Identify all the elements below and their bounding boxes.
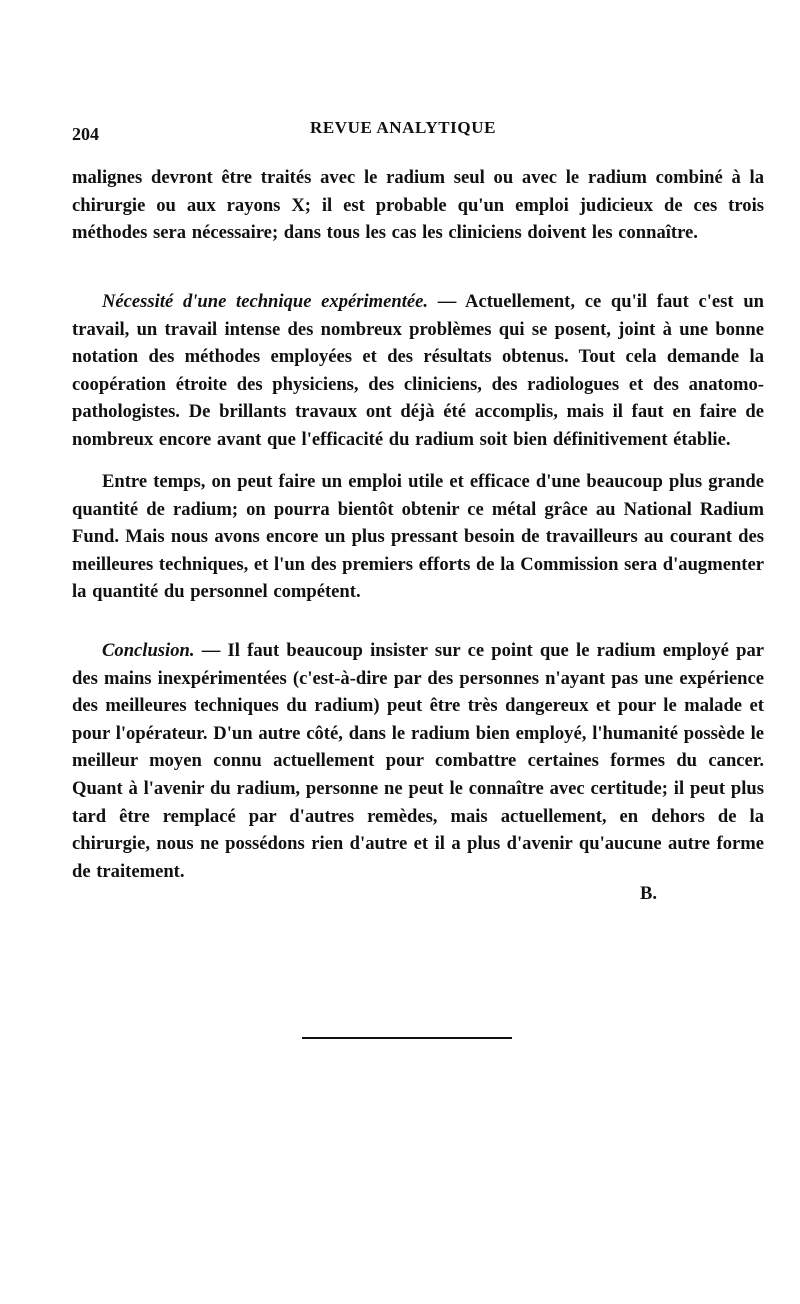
page-header — [72, 118, 734, 148]
author-signature: B. — [640, 883, 658, 904]
end-rule — [302, 1037, 512, 1039]
paragraph-conclusion-text: — Il faut beaucoup insister sur ce point que le radium employé par des mains inexpérimentées (c'est-à-dire par des personnes n'ayant pas une expérience des meilleures techniques du radium) peut être très dangereux et pour le malade et pour l'opérateur. D'un autre côté, dans le radium bien employé, l'humanité possède le meilleur moyen connu actuellement pour combattre certaines formes du cancer. Quant à l'avenir du radium, personne ne peut le connaître avec certitude; il peut plus tard être remplacé par d'autres remèdes, mais actuellement, en dehors de la chirurgie, nous ne possédons rien d'autre et il a plus d'avenir qu'aucune autre forme de traitement. — [72, 640, 764, 882]
page-number: 204 — [72, 124, 99, 144]
section-heading-technique: Nécessité d'une technique expérimentée. — [102, 291, 429, 312]
paragraph-continuation: malignes devront être traités avec le radium seul ou avec le radium combiné à la chirurgie ou aux rayons X; il est probable qu'un emploi judicieux de ces trois méthodes sera nécessaire; dans tous les cas les cliniciens doivent les connaître. — [72, 167, 764, 244]
paragraph-technique-text: — Actuellement, ce qu'il faut c'est un travail, un travail intense des nombreux problèmes qui se posent, joint à une bonne notation des méthodes employées et des résultats obtenus. Tout cela demande la coopération étroite des physiciens, des cliniciens, des radiologues et des anatomo-pathologistes. De brillants travaux ont déjà été accomplis, mais il faut en faire de nombreux encore avant que l'efficacité du radium soit bien définitivement établie. — [72, 291, 764, 450]
paragraph-conclusion — [72, 637, 764, 885]
paragraph-entre-temps: Entre temps, on peut faire un emploi utile et efficace d'une beaucoup plus grande quantité de radium; on pourra bientôt obtenir ce métal grâce au National Radium Fund. Mais nous avons encore un plus pressant besoin de travailleurs au courant des meilleures techniques, et l'un des premiers efforts de la Commission sera d'augmenter la quantité du personnel compétent. — [72, 471, 765, 603]
running-title: REVUE ANALYTIQUE — [309, 118, 497, 137]
paragraph-technique — [72, 288, 764, 454]
section-heading-conclusion: Conclusion. — [102, 640, 195, 661]
